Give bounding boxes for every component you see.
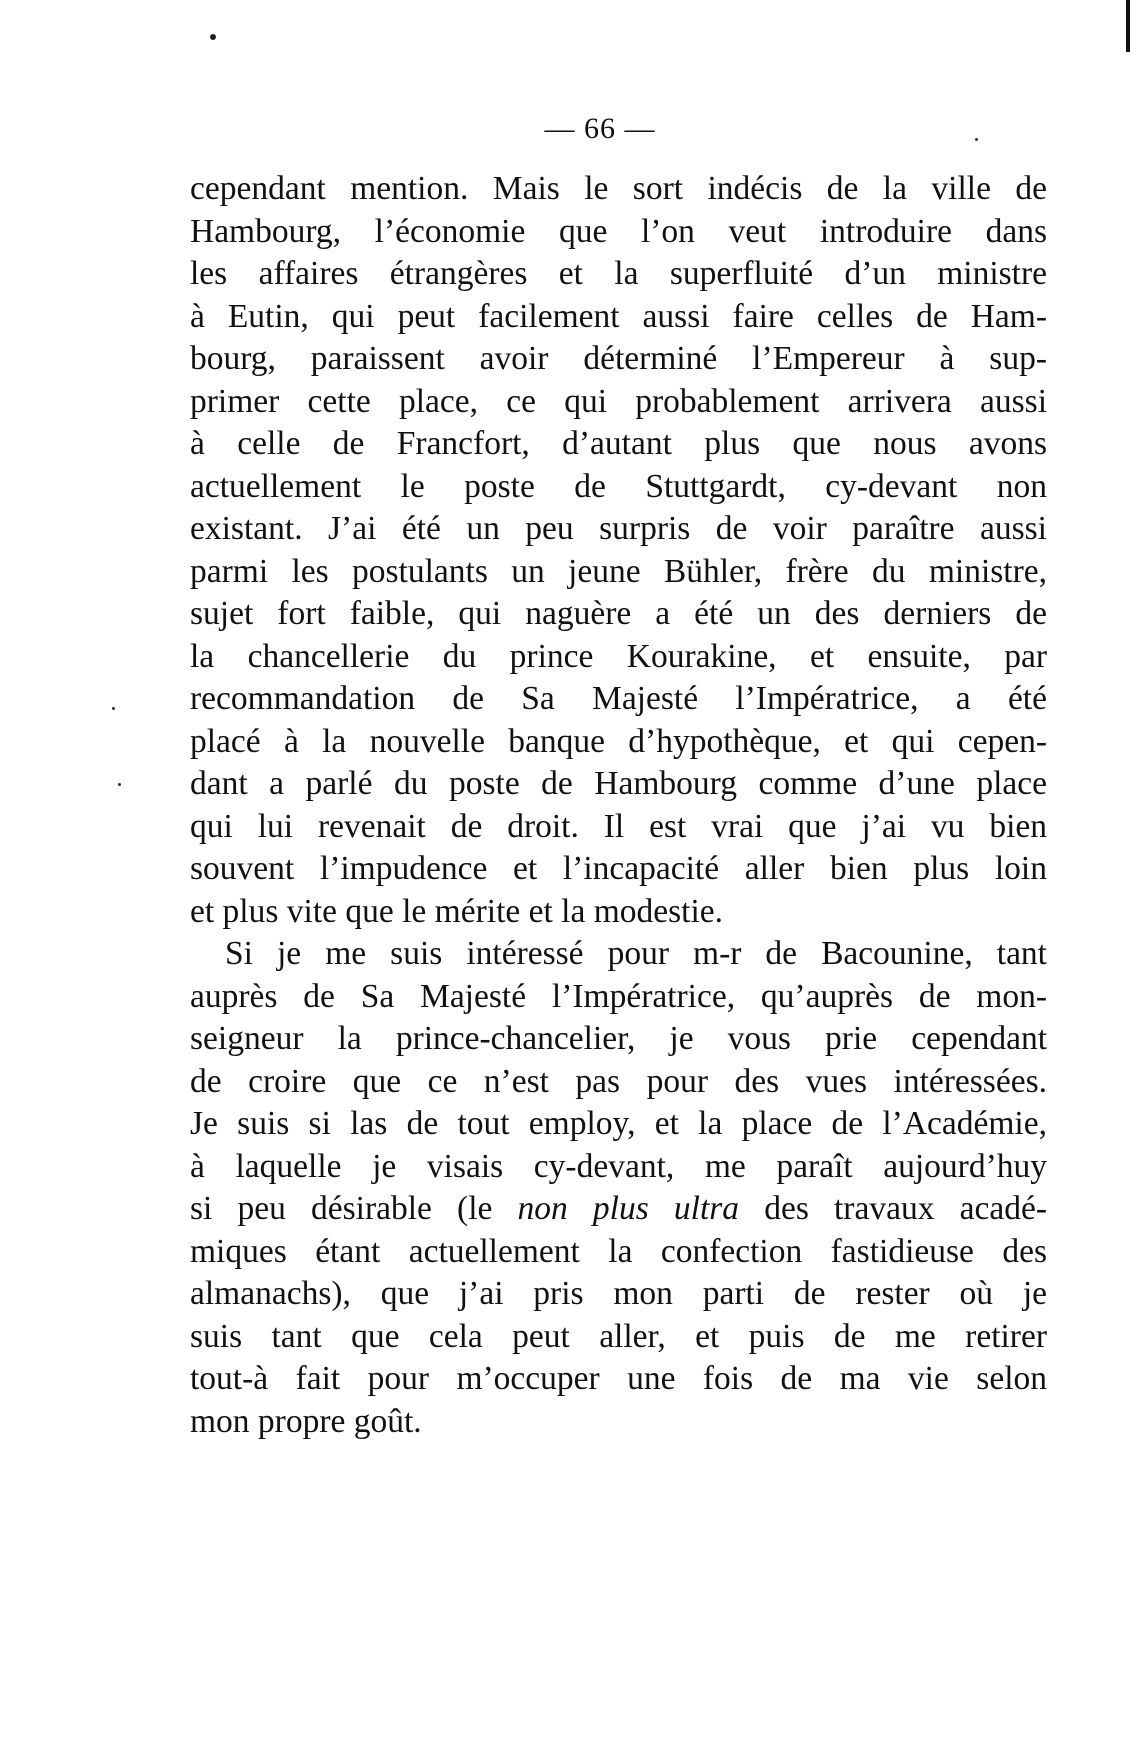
text-line: qui lui revenait de droit. Il est vrai que j’ai vu bien [190,807,1047,845]
text-line: à celle de Francfort, d’autant plus que nous avons [190,425,1047,462]
text-line: recommandation de Sa Majesté l’Impératrice, a été [190,680,1047,717]
text-line: placé à la nouvelle banque d’hypothèque, et qui cepen- [190,722,1047,760]
text-line: mon propre goût. [190,1402,422,1440]
text-line: primer cette place, ce qui probablement arrivera aussi [190,382,1047,420]
text-line: almanachs), que j’ai pris mon parti de rester où je [190,1275,1047,1312]
text-line: auprès de Sa Majesté l’Impératrice, qu’auprès de mon- [190,977,1047,1015]
text-line-with-italic [190,1188,1047,1231]
text-line: à laquelle je visais cy-devant, me paraît aujourd’huy [190,1147,1047,1185]
text-line: Je suis si las de tout employ, et la place de l’Académie, [190,1105,1047,1142]
text-run: des travaux acadé- [739,1190,1047,1227]
text-line: et plus vite que le mérite et la modestie. [190,892,724,930]
margin-speck [118,783,121,786]
text-line: miques étant actuellement la confection fastidieuse des [190,1232,1047,1270]
text-line: actuellement le poste de Stuttgardt, cy-devant non [190,467,1047,505]
ink-speck [210,34,216,40]
body-text [190,168,1047,1443]
margin-speck [112,707,115,710]
text-line: existant. J’ai été un peu surpris de voir paraître aussi [190,510,1047,547]
text-line: sujet fort faible, qui naguère a été un des derniers de [190,595,1047,632]
page-number: — 66 — [544,112,656,145]
text-run: si peu désirable (le [190,1190,518,1227]
text-line: de croire que ce n’est pas pour des vues intéressées. [190,1062,1047,1100]
margin-speck [975,138,978,141]
text-line: Hambourg, l’économie que l’on veut introduire dans [190,212,1047,250]
text-line: seigneur la prince-chancelier, je vous prie cependant [190,1020,1047,1057]
text-line: Si je me suis intéressé pour m-r de Bacounine, tant [225,935,1047,972]
text-line: à Eutin, qui peut facilement aussi faire celles de Ham- [190,297,1047,335]
text-line: parmi les postulants un jeune Bühler, frère du ministre, [190,552,1047,590]
text-line: tout-à fait pour m’occuper une fois de ma vie selon [190,1360,1047,1397]
text-line: bourg, paraissent avoir déterminé l’Empereur à sup- [190,340,1047,377]
italic-phrase: non plus ultra [517,1190,740,1227]
text-line: souvent l’impudence et l’incapacité aller bien plus loin [190,850,1047,887]
text-line: la chancellerie du prince Kourakine, et ensuite, par [190,637,1047,675]
text-line: suis tant que cela peut aller, et puis de me retirer [190,1317,1047,1355]
text-line: les affaires étrangères et la superfluité d’un ministre [190,255,1047,292]
text-line: dant a parlé du poste de Hambourg comme d’une place [190,765,1047,802]
text-line: cependant mention. Mais le sort indécis de la ville de [190,170,1047,207]
page-edge-mark [1126,0,1130,52]
